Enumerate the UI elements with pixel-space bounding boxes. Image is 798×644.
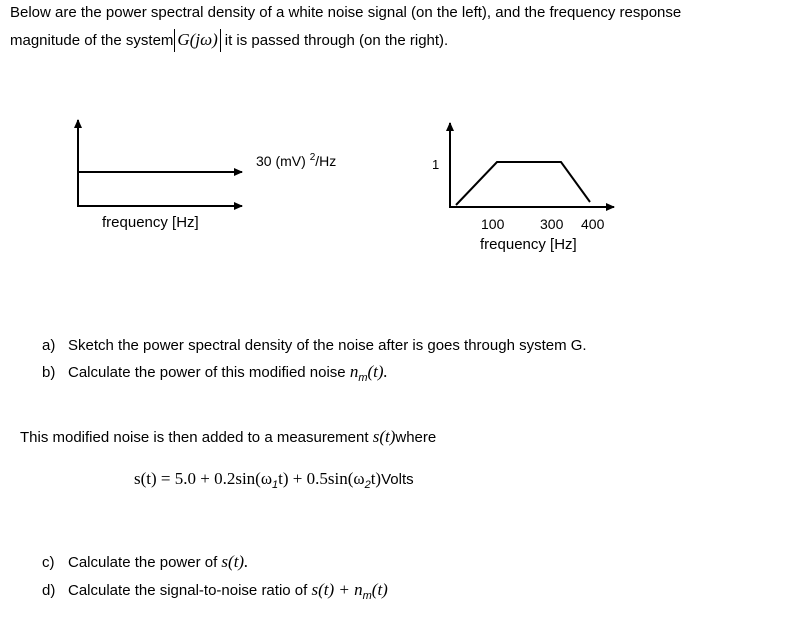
question-d-math-sub: m <box>362 590 372 602</box>
intro-line-1: Below are the power spectral density of a white noise signal (on the left), and the frequency response <box>10 4 682 21</box>
question-d-label: d) <box>42 582 56 599</box>
equation-unit: Volts <box>381 471 414 488</box>
question-b-text: Calculate the power of this modified noise <box>68 364 350 381</box>
question-a-label: a) <box>42 337 56 354</box>
right-x-tick-300: 300 <box>540 216 564 232</box>
right-frequency-response <box>456 162 590 205</box>
question-b <box>42 362 388 384</box>
equation-end: t) <box>370 469 382 488</box>
measurement-math: s(t) <box>372 427 396 446</box>
question-d-text: Calculate the signal-to-noise ratio of <box>68 582 312 599</box>
question-c-label: c) <box>42 554 55 571</box>
signal-equation <box>134 469 414 491</box>
right-x-tick-100: 100 <box>481 216 505 232</box>
psd-level-label <box>256 152 336 169</box>
equation-sub1: 1 <box>272 479 279 491</box>
measurement-text-after: where <box>395 429 437 446</box>
psd-level-label-post: /Hz <box>315 153 337 169</box>
question-b-label: b) <box>42 364 56 381</box>
left-xlabel: frequency [Hz] <box>102 214 199 231</box>
psd-level-label-exp: 2 <box>309 152 316 163</box>
intro-line-2-after: it is passed through (on the right). <box>224 32 449 49</box>
right-x-tick-400: 400 <box>581 216 605 232</box>
right-xlabel: frequency [Hz] <box>480 236 577 253</box>
g-symbol: G <box>177 30 190 49</box>
measurement-sentence <box>20 427 436 447</box>
right-y-tick: 1 <box>432 157 440 172</box>
equation-sub2: 2 <box>364 479 371 491</box>
question-c-math: s(t). <box>221 552 249 571</box>
question-a <box>42 337 587 354</box>
jw-symbol: (jω) <box>189 30 218 49</box>
question-c <box>42 552 248 572</box>
question-d-math-pre: s(t) + n <box>311 580 363 599</box>
question-b-math-arg: (t). <box>367 362 388 381</box>
question-a-text: Sketch the power spectral density of the noise after is goes through system G. <box>68 337 587 354</box>
question-c-text: Calculate the power of <box>68 554 222 571</box>
measurement-text: This modified noise is then added to a measurement <box>20 429 373 446</box>
psd-level-label-pre: 30 (mV) <box>256 153 310 169</box>
question-b-math-var: n <box>349 362 359 381</box>
intro-line-2-before: magnitude of the system <box>10 32 174 49</box>
equation-mid: t) + 0.5sin(ω <box>278 469 365 488</box>
question-b-math-sub: m <box>358 372 368 384</box>
question-d <box>42 580 388 602</box>
question-d-math-post: (t) <box>371 580 388 599</box>
equation-lhs: s(t) = 5.0 + 0.2sin(ω <box>134 469 273 488</box>
